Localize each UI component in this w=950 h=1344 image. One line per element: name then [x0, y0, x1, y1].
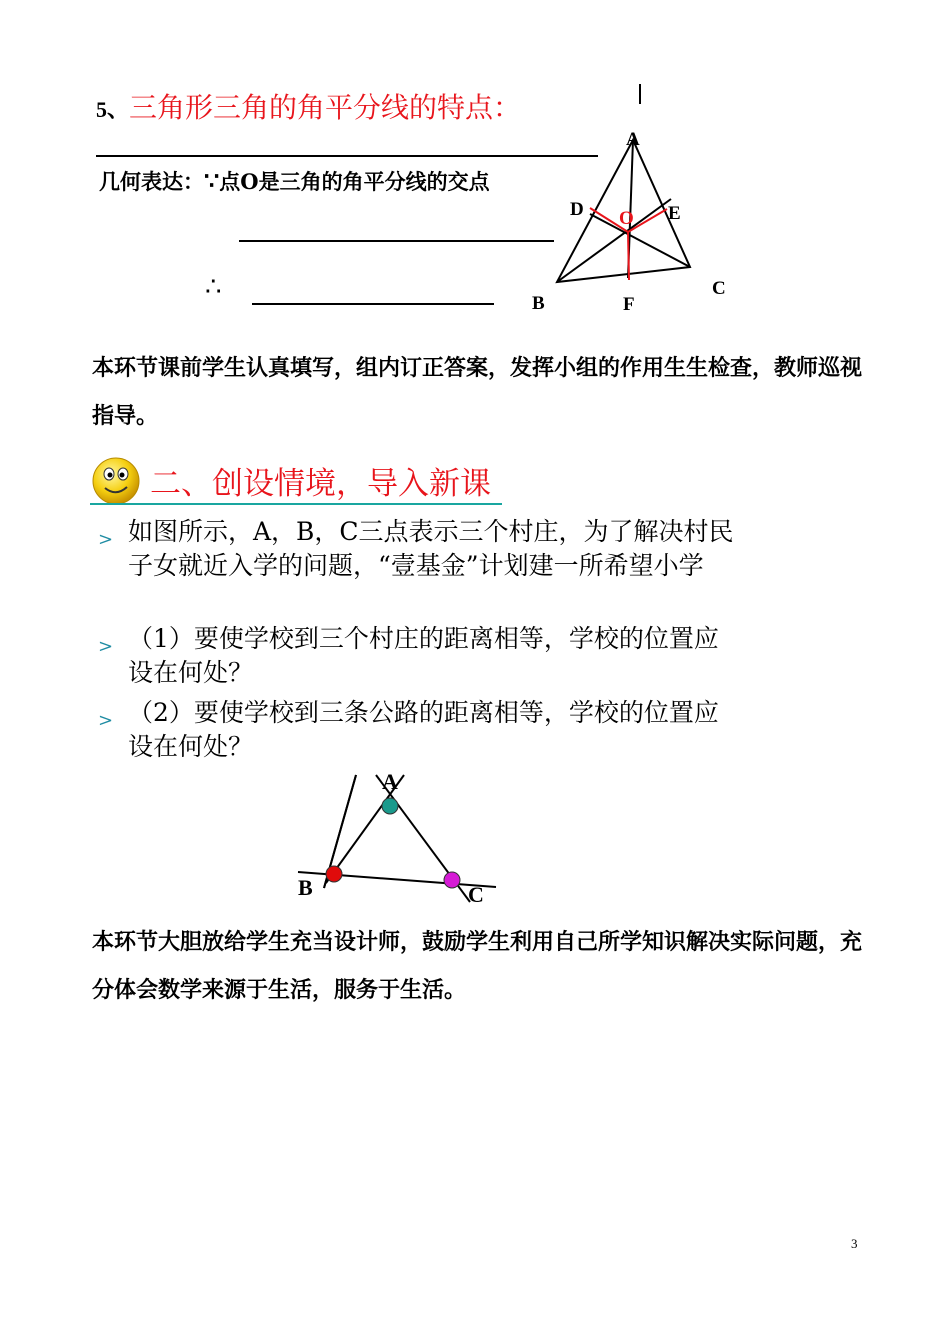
village-c-marker	[444, 872, 460, 888]
section-title: 三角形三角的角平分线的特点：	[129, 91, 522, 124]
label-a: A	[626, 129, 640, 150]
heading-underline	[90, 503, 502, 505]
label-b: B	[298, 875, 313, 900]
section-5-heading	[96, 86, 521, 126]
label-f: F	[623, 294, 635, 315]
perpendicular-of	[628, 232, 629, 280]
teaching-note-1: 本环节课前学生认真填写，组内订正答案，发挥小组的作用生生检查，教师巡视指导。	[92, 355, 863, 429]
angle-bisector-figure	[520, 120, 750, 320]
chevron-right-icon: >	[98, 636, 114, 657]
teaching-note-2: 本环节大胆放给学生充当设计师，鼓励学生利用自己所学知识解决实际问题，充分体会数学来源于生活，服务于生活。	[92, 929, 863, 1003]
bullet-text-1: 如图所示，A，B，C三点表示三个村庄，为了解决村民子女就近入学的问题，“壹基金”计划建一所希望小学	[128, 517, 734, 580]
bullet-item-2	[98, 622, 738, 690]
answer-line-3	[252, 303, 494, 305]
label-c: C	[468, 882, 484, 907]
village-a-marker	[382, 798, 398, 814]
section-number: 5、	[96, 97, 130, 122]
label-c: C	[712, 278, 726, 299]
village-figure	[290, 765, 510, 910]
answer-line-2	[239, 240, 554, 242]
label-d: D	[570, 199, 584, 220]
bullet-item-3	[98, 696, 738, 764]
expression-text: 点O是三角的角平分线的交点	[219, 169, 490, 194]
section-2-heading: 二、创设情境，导入新课	[150, 466, 491, 502]
label-o: O	[619, 208, 634, 229]
smiley-icon	[90, 455, 142, 507]
label-a: A	[382, 769, 398, 794]
chevron-right-icon: >	[98, 529, 114, 550]
therefore-symbol: ∴	[205, 272, 222, 302]
geometric-expression	[99, 166, 490, 196]
expression-label: 几何表达：	[99, 169, 204, 194]
bullet-text-3: （2）要使学校到三条公路的距离相等，学校的位置应设在何处？	[128, 698, 719, 761]
village-b-marker	[326, 866, 342, 882]
because-symbol: ∵	[204, 166, 220, 195]
label-e: E	[668, 203, 681, 224]
label-b: B	[532, 293, 545, 314]
bullet-item-1	[98, 515, 738, 583]
bullet-text-2: （1）要使学校到三个村庄的距离相等，学校的位置应设在何处？	[128, 624, 719, 687]
chevron-right-icon: >	[98, 710, 114, 731]
page-number: 3	[851, 1236, 858, 1251]
text-cursor-mark	[639, 84, 641, 104]
perpendicular-oe	[628, 209, 667, 232]
